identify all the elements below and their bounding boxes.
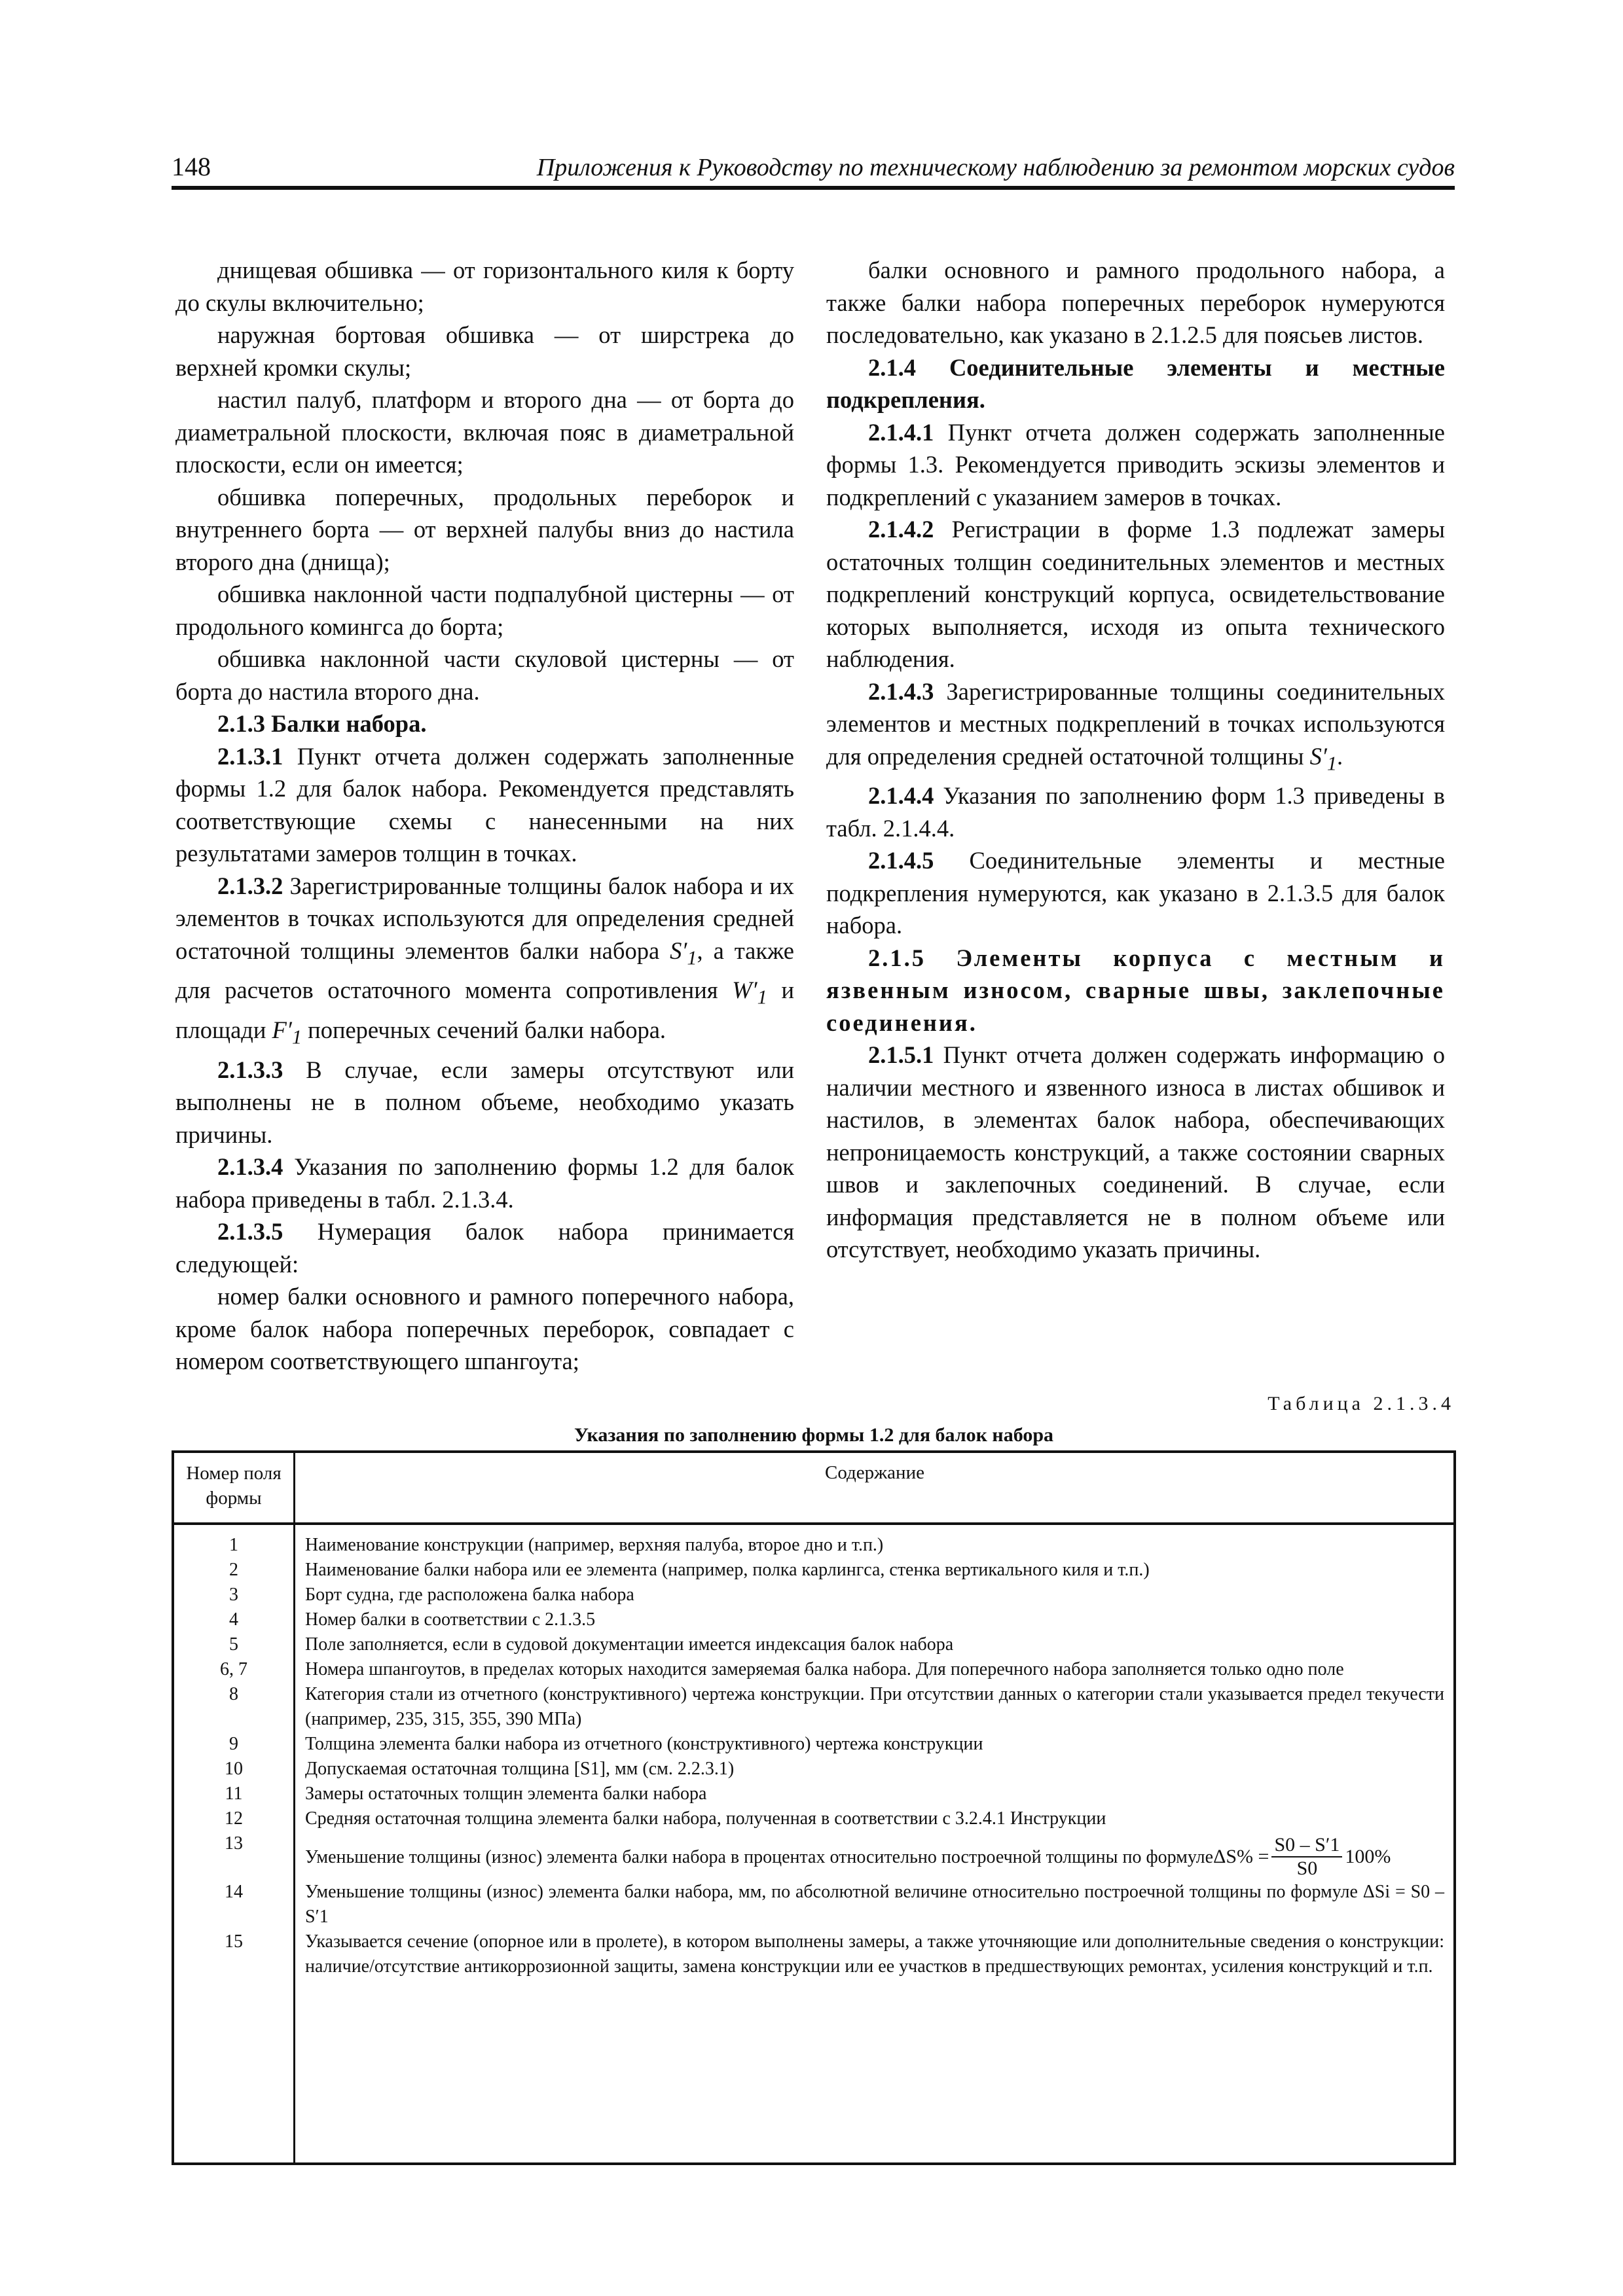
content-text: Борт судна, где расположена балка набора xyxy=(305,1585,634,1605)
clause-text: . xyxy=(1337,742,1343,770)
content-text: Допускаемая остаточная толщина [S1], мм (см. 2.2.3.1) xyxy=(305,1759,735,1779)
table-header xyxy=(174,1453,1453,1525)
table-row xyxy=(174,1782,1453,1806)
content-cell xyxy=(293,1607,1453,1632)
table-row xyxy=(174,1533,1453,1558)
content-cell xyxy=(293,1732,1453,1757)
formula-denominator: S0 xyxy=(1296,1857,1318,1879)
clause-2-1-3-5 xyxy=(175,1215,794,1280)
running-title: Приложения к Руководству по техническому наблюдению за ремонтом морских судов xyxy=(536,154,1455,181)
formula-numerator: S0 – S′1 xyxy=(1271,1834,1342,1857)
symbol-s1: S′ xyxy=(1309,742,1327,770)
running-header xyxy=(172,145,1455,190)
symbol-w1: W′ xyxy=(732,977,757,1004)
clause-text: Регистрации в форме 1.3 подлежат замеры остаточных толщин соединительных элементов и местных подкреплений конструкций корпуса, освидетельствование которых выполняется, исходя из опыта технического наблюдения. xyxy=(826,516,1445,672)
content-cell xyxy=(293,1782,1453,1806)
right-column xyxy=(826,254,1445,1266)
field-number-cell: 5 xyxy=(229,1634,238,1655)
paragraph: днищевая обшивка — от горизонтального киля к борту до скулы включительно; xyxy=(175,257,794,316)
content-cell xyxy=(293,1806,1453,1831)
table-row xyxy=(174,1757,1453,1782)
content-text: Наименование конструкции (например, верхняя палуба, второе дно и т.п.) xyxy=(305,1535,884,1555)
content-cell xyxy=(293,1583,1453,1607)
field-number-cell: 15 xyxy=(225,1931,243,1952)
content-cell xyxy=(293,1533,1453,1558)
clause-number: 2.1.4.1 xyxy=(868,418,934,446)
clause-2-1-4-1 xyxy=(826,416,1445,514)
clause-number: 2.1.4.3 xyxy=(868,677,934,705)
table-row xyxy=(174,1682,1453,1732)
field-number-cell: 1 xyxy=(229,1535,238,1555)
symbol-subscript: 1 xyxy=(1326,751,1338,774)
clause-text: , а также для расчетов остаточного момента сопротивления xyxy=(175,937,794,1004)
instructions-table xyxy=(172,1450,1456,2165)
clause-text: Пункт отчета должен содержать информацию о наличии местного и язвенного износа в листах обшивок и настилов, в элементах балок набора, обеспечивающих непроницаемость конструкций, а также состоянии сварных швов и заклепочных соединений. В случае, если информация представляется не в полном объеме или отсутствует, необходимо указать причины. xyxy=(826,1041,1445,1263)
table-label: Таблица 2.1.3.4 xyxy=(1267,1393,1455,1414)
clause-text: Нумерация балок набора принимается следующей: xyxy=(175,1218,794,1278)
header-field-number: Номер поля формы xyxy=(186,1463,282,1509)
content-cell xyxy=(293,1757,1453,1782)
content-text: Поле заполняется, если в судовой документации имеется индексация балок набора xyxy=(305,1634,954,1655)
field-number-cell: 12 xyxy=(225,1808,243,1829)
field-number-cell: 8 xyxy=(229,1684,238,1704)
table-row xyxy=(174,1732,1453,1757)
clause-2-1-4-3 xyxy=(826,675,1445,780)
table-row xyxy=(174,1831,1453,1880)
table-row xyxy=(174,1583,1453,1607)
clause-2-1-3-1 xyxy=(175,740,794,870)
clause-text: Пункт отчета должен содержать заполненные формы 1.2 для балок набора. Рекомендуется представлять соответствующие схемы с нанесенными на них результатами замеров толщин в точках. xyxy=(175,742,794,867)
paragraph: номер балки основного и рамного поперечного набора, кроме балок набора поперечных переборок, совпадает с номером соответствующего шпангоута; xyxy=(175,1283,794,1375)
clause-text: Указания по заполнению форм 1.3 приведены в табл. 2.1.4.4. xyxy=(826,782,1445,842)
content-text: Уменьшение толщины (износ) элемента балки набора, мм, по абсолютной величине относительно построечной толщины по формуле ΔSi = S0 – S′1 xyxy=(305,1882,1444,1927)
symbol-subscript: 1 xyxy=(757,986,767,1009)
clause-2-1-3-3 xyxy=(175,1054,794,1151)
content-text: Номер балки в соответствии с 2.1.3.5 xyxy=(305,1609,596,1630)
content-text: Толщина элемента балки набора из отчетного (конструктивного) чертежа конструкции xyxy=(305,1734,983,1754)
clause-number: 2.1.4.2 xyxy=(868,516,934,543)
page-number: 148 xyxy=(172,152,211,181)
clause-number: 2.1.3.4 xyxy=(217,1153,283,1181)
clause-number: 2.1.3.3 xyxy=(217,1056,283,1083)
formula-rhs: 100% xyxy=(1345,1846,1391,1867)
clause-number: 2.1.3.1 xyxy=(217,742,283,770)
paragraph: обшивка наклонной части подпалубной цистерны — от продольного комингса до борта; xyxy=(175,581,794,640)
clause-2-1-5-1 xyxy=(826,1039,1445,1266)
table-row xyxy=(174,1657,1453,1682)
clause-text: Указания по заполнению формы 1.2 для балок набора приведены в табл. 2.1.3.4. xyxy=(175,1153,794,1213)
content-cell xyxy=(293,1929,1453,1979)
table-caption: Указания по заполнению формы 1.2 для балок набора xyxy=(574,1424,1054,1446)
clause-text: Пункт отчета должен содержать заполненные формы 1.3. Рекомендуется приводить эскизы элементов и подкреплений с указанием замеров в точках. xyxy=(826,418,1445,511)
paragraph: обшивка поперечных, продольных переборок и внутреннего борта — от верхней палубы вниз до настила второго дна (днища); xyxy=(175,483,794,575)
content-text: Замеры остаточных толщин элемента балки набора xyxy=(305,1784,707,1804)
clause-text: Зарегистрированные толщины соединительных элементов и местных подкреплений в точках используются для определения средней остаточной толщины xyxy=(826,677,1445,770)
clause-text: В случае, если замеры отсутствуют или выполнены не в полном объеме, необходимо указать причины. xyxy=(175,1056,794,1148)
paragraph: настил палуб, платформ и второго дна — от борта до диаметральной плоскости, включая пояс в диаметральной плоскости, если он имеется; xyxy=(175,386,794,478)
table-row xyxy=(174,1929,1453,1979)
symbol-s1: S′ xyxy=(670,937,687,964)
table-row xyxy=(174,1607,1453,1632)
field-number-cell: 14 xyxy=(225,1882,243,1902)
paragraph: обшивка наклонной части скуловой цистерны — от борта до настила второго дна. xyxy=(175,645,794,705)
content-cell xyxy=(293,1880,1453,1929)
table-body xyxy=(174,1525,1453,2162)
clause-text: и площади xyxy=(175,977,794,1044)
field-number-cell: 4 xyxy=(229,1609,238,1630)
clause-number: 2.1.3.2 xyxy=(217,872,283,899)
table-row xyxy=(174,1806,1453,1831)
content-text: Уменьшение толщины (износ) элемента балки набора в процентах относительно построечной толщины по формуле xyxy=(305,1847,1214,1867)
content-text: Средняя остаточная толщина элемента балки набора, полученная в соответствии с 3.2.4.1 Инструкции xyxy=(305,1808,1106,1829)
paragraph: наружная бортовая обшивка — от ширстрека до верхней кромки скулы; xyxy=(175,321,794,381)
field-number-cell: 2 xyxy=(229,1560,238,1580)
clause-number: 2.1.4.4 xyxy=(868,782,934,810)
formula-lhs: ΔS% = xyxy=(1213,1846,1269,1867)
field-number-cell: 3 xyxy=(229,1585,238,1605)
content-cell xyxy=(293,1831,1453,1880)
field-number-cell: 11 xyxy=(225,1784,243,1804)
clause-text: поперечных сечений балки набора. xyxy=(302,1016,666,1044)
clause-number: 2.1.4.5 xyxy=(868,847,934,874)
content-text: Номера шпангоутов, в пределах которых находится замеряемая балка набора. Для поперечного набора заполняется только одно поле xyxy=(305,1659,1344,1679)
content-text: Указывается сечение (опорное или в пролете), в котором выполнены замеры, а также уточняющие или дополнительные сведения о конструкции: наличие/отсутствие антикоррозионной защиты, замена конструкции или ее участков в предшествующих ремонтах, усиления конструкций и т.п. xyxy=(305,1931,1444,1977)
clause-2-1-4-5 xyxy=(826,844,1445,942)
section-heading-2-1-3: 2.1.3 Балки набора. xyxy=(217,710,427,737)
clause-2-1-3-2 xyxy=(175,870,794,1054)
paragraph: балки основного и рамного продольного набора, а также балки набора поперечных переборок нумеруются последовательно, как указано в 2.1.2.5 для поясьев листов. xyxy=(826,257,1445,348)
symbol-subscript: 1 xyxy=(687,946,697,969)
wear-percent-formula xyxy=(1213,1834,1391,1880)
header-content: Содержание xyxy=(825,1462,924,1483)
field-number-cell: 6, 7 xyxy=(220,1659,247,1679)
clause-2-1-4-2 xyxy=(826,513,1445,675)
clause-text: Соединительные элементы и местные подкрепления нумеруются, как указано в 2.1.3.5 для балок набора. xyxy=(826,847,1445,939)
clause-number: 2.1.5.1 xyxy=(868,1041,934,1069)
content-text: Наименование балки набора или ее элемента (например, полка карлингса, стенка вертикального киля и т.п.) xyxy=(305,1560,1150,1580)
content-cell xyxy=(293,1632,1453,1657)
content-cell xyxy=(293,1558,1453,1583)
formula-fraction xyxy=(1271,1834,1342,1880)
left-column xyxy=(175,254,794,1378)
section-heading-2-1-5: 2.1.5 Элементы корпуса с местным и язвенным износом, сварные швы, заклепочные соединения. xyxy=(826,944,1445,1036)
section-heading-2-1-4: 2.1.4 Соединительные элементы и местные подкрепления. xyxy=(826,353,1445,413)
clause-2-1-4-4 xyxy=(826,780,1445,844)
field-number-cell: 13 xyxy=(225,1833,243,1854)
field-number-cell: 10 xyxy=(225,1759,243,1779)
clause-2-1-3-4 xyxy=(175,1151,794,1215)
content-cell xyxy=(293,1682,1453,1732)
clause-text: Зарегистрированные толщины балок набора и их элементов в точках используются для определения средней остаточной толщины элементов балки набора xyxy=(175,872,794,964)
symbol-f1: F′ xyxy=(272,1016,292,1044)
symbol-subscript: 1 xyxy=(291,1026,302,1049)
table-row xyxy=(174,1632,1453,1657)
field-number-cell: 9 xyxy=(229,1734,238,1754)
table-row xyxy=(174,1880,1453,1929)
table-row xyxy=(174,1558,1453,1583)
content-cell xyxy=(293,1657,1453,1682)
clause-number: 2.1.3.5 xyxy=(217,1218,283,1246)
content-text: Категория стали из отчетного (конструктивного) чертежа конструкции. При отсутствии данных о категории стали указывается предел текучести (например, 235, 315, 355, 390 МПа) xyxy=(305,1684,1444,1729)
